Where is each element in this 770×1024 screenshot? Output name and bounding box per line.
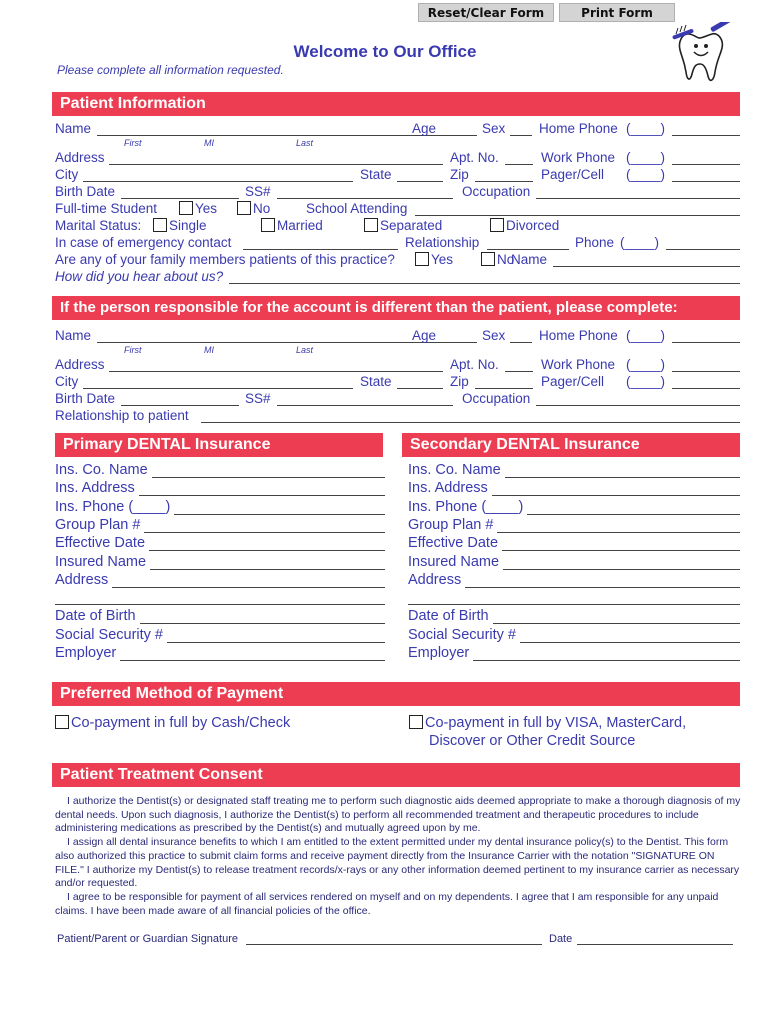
- family-yes: [415, 252, 453, 267]
- secondary-phone-field[interactable]: [527, 514, 740, 515]
- pager-field[interactable]: [672, 181, 740, 182]
- pager-label: Pager/Cell: [541, 167, 605, 182]
- emergency-phone-field[interactable]: [666, 249, 740, 250]
- primary-phone-field[interactable]: [174, 514, 385, 515]
- student-yes-checkbox[interactable]: [179, 201, 193, 215]
- pay-cash-option: [55, 715, 290, 734]
- name-row: [55, 121, 740, 139]
- print-form-button[interactable]: Print Form: [559, 3, 675, 22]
- secondary-ssn-field[interactable]: [520, 642, 740, 643]
- mi-hint: MI: [204, 138, 214, 148]
- date-field[interactable]: [577, 944, 733, 945]
- resp-work-phone-field[interactable]: [672, 371, 740, 372]
- address-field[interactable]: [109, 164, 443, 165]
- resp-sex-field[interactable]: [510, 342, 532, 343]
- family-name-field[interactable]: [553, 266, 740, 267]
- student-no-label: No: [253, 201, 271, 216]
- primary-co-label: Ins. Co. Name: [55, 462, 148, 478]
- resp-home-phone-field[interactable]: [672, 342, 740, 343]
- address-label: Address: [55, 150, 105, 165]
- signature-field[interactable]: [246, 944, 542, 945]
- last-hint: Last: [296, 138, 314, 148]
- resp-sex-label: Sex: [482, 328, 506, 343]
- student-no-checkbox[interactable]: [237, 201, 251, 215]
- name-label: Name: [55, 121, 92, 136]
- hear-label: How did you hear about us?: [55, 269, 224, 284]
- secondary-address-line-2[interactable]: [408, 604, 740, 605]
- resp-name-label: Name: [55, 328, 92, 343]
- resp-pager-paren: (____): [626, 374, 666, 389]
- pay-card-option: [409, 715, 686, 734]
- consent-band: Patient Treatment Consent: [52, 763, 740, 787]
- state-label: State: [360, 167, 392, 182]
- secondary-dob-field[interactable]: [493, 623, 740, 624]
- primary-group-label: Group Plan #: [55, 516, 141, 533]
- resp-state-field[interactable]: [397, 388, 443, 389]
- resp-home-phone-label: Home Phone: [539, 328, 618, 343]
- resp-first-hint: First: [124, 345, 142, 355]
- resp-last-hint: Last: [296, 345, 314, 355]
- secondary-address-field[interactable]: [465, 587, 740, 588]
- consent-text: [55, 795, 745, 918]
- pay-cash-label: Co-payment in full by Cash/Check: [71, 715, 291, 731]
- family-yes-checkbox[interactable]: [415, 252, 429, 266]
- resp-zip-label: Zip: [450, 374, 469, 389]
- marital-married: [261, 218, 323, 233]
- resp-relationship-field[interactable]: [201, 422, 740, 423]
- secondary-insured-field[interactable]: [503, 569, 740, 570]
- divorced-checkbox[interactable]: [490, 218, 504, 232]
- emergency-label: In case of emergency contact: [55, 235, 232, 250]
- marital-label: Marital Status:: [55, 218, 142, 233]
- single-checkbox[interactable]: [153, 218, 167, 232]
- occupation-field[interactable]: [536, 198, 740, 199]
- pay-cash-checkbox[interactable]: [55, 715, 69, 729]
- pay-card-label-1: Co-payment in full by VISA, MasterCard,: [425, 715, 687, 731]
- resp-age-field[interactable]: [441, 342, 477, 343]
- resp-occupation-field[interactable]: [536, 405, 740, 406]
- resp-address-label: Address: [55, 357, 105, 372]
- primary-group-field[interactable]: [144, 532, 385, 533]
- secondary-employer-label: Employer: [408, 645, 470, 661]
- zip-field[interactable]: [475, 181, 533, 182]
- consent-paragraph-2: I assign all dental insurance benefits to which I am entitled to the extent permitted under my dental insurance policy(s) to the Dentist. This form also authorized this practice to submit claim forms and receive payment directly from the Insurance Carrier with the notation "SIGNATURE ON FILE." I authorize my Dentist(s) to release treatment records/x-rays or any other information deemed pertinent to my insurance carrier as necessary and/or requested.: [55, 836, 740, 890]
- resp-address-row: [55, 357, 740, 375]
- family-no-label: No: [497, 252, 515, 267]
- resp-apt-field[interactable]: [505, 371, 533, 372]
- responsible-party-band: If the person responsible for the account is different than the patient, please complete:: [52, 296, 740, 320]
- family-no-checkbox[interactable]: [481, 252, 495, 266]
- secondary-co-field[interactable]: [505, 477, 740, 478]
- primary-co-field[interactable]: [152, 477, 385, 478]
- home-phone-label: Home Phone: [539, 121, 618, 136]
- family-name-label: Name: [511, 252, 548, 267]
- zip-label: Zip: [450, 167, 469, 182]
- primary-insured-field[interactable]: [150, 569, 385, 570]
- birth-date-field[interactable]: [121, 198, 239, 199]
- resp-ss-label: SS#: [245, 391, 271, 406]
- secondary-eff-field[interactable]: [502, 550, 740, 551]
- home-phone-field[interactable]: [672, 135, 740, 136]
- student-yes: [179, 201, 217, 216]
- primary-dob-field[interactable]: [140, 623, 385, 624]
- family-label: Are any of your family members patients of this practice?: [55, 252, 395, 267]
- resp-home-phone-paren: (____): [626, 328, 666, 343]
- hear-field[interactable]: [229, 283, 740, 284]
- resp-city-label: City: [55, 374, 79, 389]
- resp-relationship-row: [55, 408, 740, 426]
- secondary-group-field[interactable]: [497, 532, 740, 533]
- page-subtitle: Please complete all information requested.: [57, 63, 284, 77]
- primary-address-field[interactable]: [112, 587, 385, 588]
- primary-eff-field[interactable]: [149, 550, 385, 551]
- secondary-eff-label: Effective Date: [408, 535, 499, 552]
- resp-mi-hint: MI: [204, 345, 214, 355]
- ss-field[interactable]: [277, 198, 453, 199]
- age-field[interactable]: [441, 135, 477, 136]
- secondary-co-label: Ins. Co. Name: [408, 462, 501, 478]
- resp-birth-row: [55, 391, 740, 409]
- secondary-insurance-band: Secondary DENTAL Insurance: [402, 433, 740, 457]
- secondary-insured-label: Insured Name: [408, 553, 500, 570]
- primary-insured-label: Insured Name: [55, 553, 147, 570]
- student-row: [55, 201, 740, 219]
- primary-addr-label: Ins. Address: [55, 480, 135, 497]
- marital-separated: [364, 218, 442, 233]
- hear-row: [55, 269, 740, 287]
- primary-employer-label: Employer: [55, 645, 117, 661]
- marital-row: [55, 218, 740, 236]
- resp-age-label: Age: [412, 328, 437, 343]
- resp-zip-field[interactable]: [475, 388, 533, 389]
- student-yes-label: Yes: [195, 201, 218, 216]
- school-field[interactable]: [415, 215, 740, 216]
- secondary-ssn-label: Social Security #: [408, 626, 516, 643]
- resp-name-field[interactable]: [97, 342, 463, 343]
- payment-method-band: Preferred Method of Payment: [52, 682, 740, 706]
- student-label: Full-time Student: [55, 201, 158, 216]
- sex-label: Sex: [482, 121, 506, 136]
- resp-pager-label: Pager/Cell: [541, 374, 605, 389]
- emergency-row: [55, 235, 740, 253]
- resp-name-row: [55, 328, 740, 346]
- single-label: Single: [169, 218, 207, 233]
- age-label: Age: [412, 121, 437, 136]
- secondary-dob-label: Date of Birth: [408, 608, 489, 625]
- primary-dob-label: Date of Birth: [55, 608, 136, 625]
- separated-checkbox[interactable]: [364, 218, 378, 232]
- state-field[interactable]: [397, 181, 443, 182]
- city-row: [55, 167, 740, 185]
- primary-insurance-band: Primary DENTAL Insurance: [55, 433, 383, 457]
- primary-ssn-field[interactable]: [167, 642, 385, 643]
- birth-date-label: Birth Date: [55, 184, 116, 199]
- resp-city-row: [55, 374, 740, 392]
- primary-addr-field[interactable]: [139, 495, 385, 496]
- occupation-label: Occupation: [462, 184, 531, 199]
- work-phone-label: Work Phone: [541, 150, 616, 165]
- resp-birth-date-label: Birth Date: [55, 391, 116, 406]
- secondary-addr-label: Ins. Address: [408, 480, 488, 497]
- relationship-label: Relationship: [405, 235, 480, 250]
- student-no: [237, 201, 270, 216]
- marital-single: [153, 218, 207, 233]
- primary-ssn-label: Social Security #: [55, 626, 163, 643]
- secondary-address-label: Address: [408, 571, 462, 588]
- emergency-phone-paren: (____): [620, 235, 660, 250]
- primary-address-label: Address: [55, 571, 109, 588]
- reset-clear-button[interactable]: Reset/Clear Form: [418, 3, 554, 22]
- resp-relationship-label: Relationship to patient: [55, 408, 189, 423]
- city-label: City: [55, 167, 79, 182]
- consent-paragraph-3: I agree to be responsible for payment of all services rendered on myself and on my dependents. I agree that I am responsible for any unpaid claims. I have been made aware of all financial policies of the office.: [55, 890, 719, 917]
- sex-field[interactable]: [510, 135, 532, 136]
- family-yes-label: Yes: [431, 252, 454, 267]
- marital-divorced: [490, 218, 559, 233]
- pager-paren: (____): [626, 167, 666, 182]
- resp-work-phone-paren: (____): [626, 357, 666, 372]
- resp-occupation-label: Occupation: [462, 391, 531, 406]
- married-label: Married: [277, 218, 323, 233]
- resp-ss-field[interactable]: [277, 405, 453, 406]
- primary-employer-field[interactable]: [120, 660, 385, 661]
- resp-birth-date-field[interactable]: [121, 405, 239, 406]
- date-label: Date: [549, 933, 573, 945]
- name-field[interactable]: [97, 135, 463, 136]
- separated-label: Separated: [380, 218, 443, 233]
- family-no: [481, 252, 514, 267]
- pay-card-label-2: Discover or Other Credit Source: [429, 733, 636, 749]
- secondary-employer-field[interactable]: [473, 660, 740, 661]
- resp-address-field[interactable]: [109, 371, 443, 372]
- signature-label: Patient/Parent or Guardian Signature: [57, 933, 239, 945]
- school-label: School Attending: [306, 201, 408, 216]
- primary-phone-label: Ins. Phone (____): [55, 498, 171, 515]
- consent-paragraph-1: I authorize the Dentist(s) or designated staff treating me to perform such diagnostic aids deemed appropriate to make a thorough diagnosis of my dental needs. Upon such diagnosis, I authorize the Dentist(s) to perform all recommended treatment and therapeutic procedures to include administering medications as prescribed by the Dentist(s) and mutually agreed upon by me.: [55, 795, 741, 835]
- secondary-addr-field[interactable]: [492, 495, 740, 496]
- secondary-phone-label: Ins. Phone (____): [408, 498, 524, 515]
- resp-pager-field[interactable]: [672, 388, 740, 389]
- address-row: [55, 150, 740, 168]
- primary-eff-label: Effective Date: [55, 535, 146, 552]
- resp-work-phone-label: Work Phone: [541, 357, 616, 372]
- married-checkbox[interactable]: [261, 218, 275, 232]
- pay-card-checkbox[interactable]: [409, 715, 423, 729]
- resp-state-label: State: [360, 374, 392, 389]
- work-phone-paren: (____): [626, 150, 666, 165]
- apt-label: Apt. No.: [450, 150, 499, 165]
- relationship-field[interactable]: [487, 249, 569, 250]
- secondary-group-label: Group Plan #: [408, 516, 494, 533]
- apt-field[interactable]: [505, 164, 533, 165]
- emergency-phone-label: Phone: [575, 235, 615, 250]
- ss-label: SS#: [245, 184, 271, 199]
- divorced-label: Divorced: [506, 218, 560, 233]
- patient-information-band: Patient Information: [52, 92, 740, 116]
- page-title: Welcome to Our Office: [293, 42, 477, 61]
- work-phone-field[interactable]: [672, 164, 740, 165]
- resp-city-field[interactable]: [83, 388, 353, 389]
- first-hint: First: [124, 138, 142, 148]
- resp-apt-label: Apt. No.: [450, 357, 499, 372]
- primary-address-line-2[interactable]: [55, 604, 385, 605]
- family-row: [55, 252, 740, 270]
- emergency-field[interactable]: [243, 249, 398, 250]
- birth-row: [55, 184, 740, 202]
- home-phone-paren: (____): [626, 121, 666, 136]
- city-field[interactable]: [83, 181, 353, 182]
